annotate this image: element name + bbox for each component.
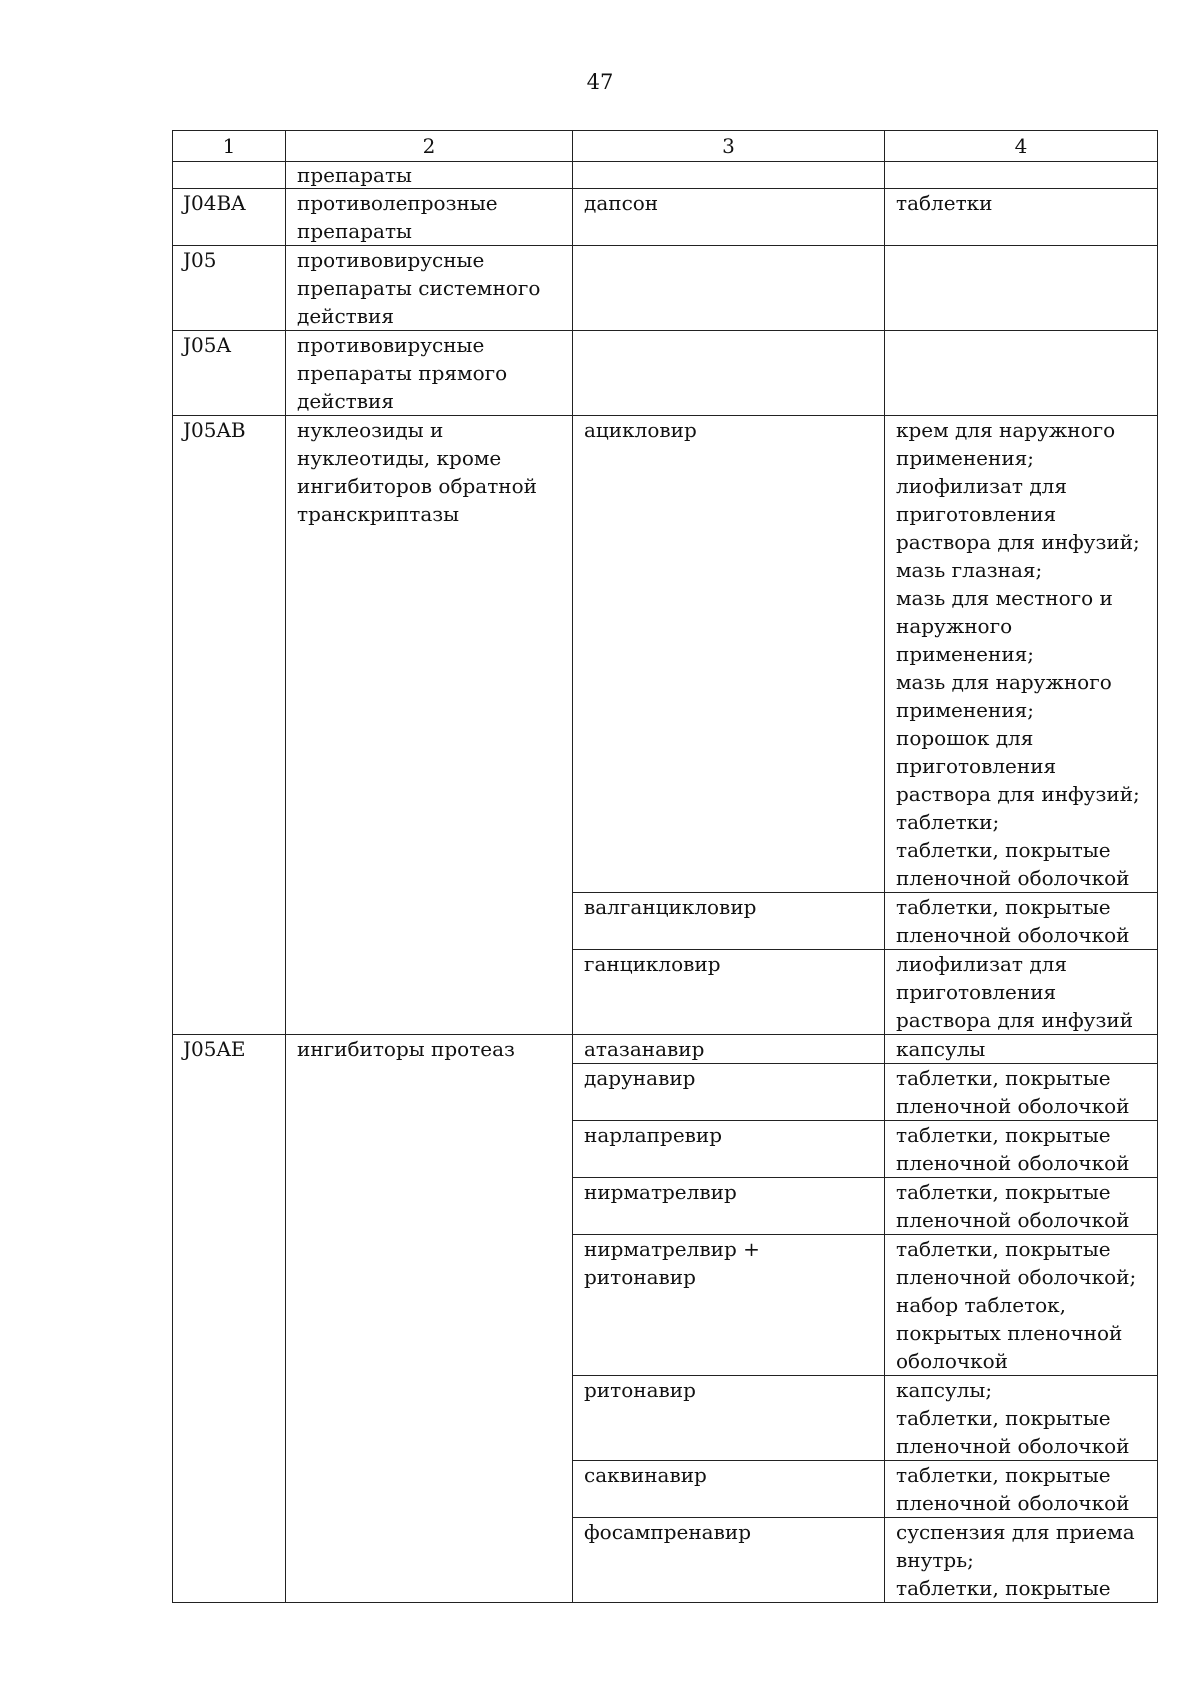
atc-code-cell: J05 xyxy=(173,246,286,331)
continuation-drug-cell xyxy=(573,162,885,189)
dosage-forms-cell: капсулы xyxy=(885,1035,1158,1064)
dosage-forms-cell: таблетки, покрытые пленочной оболочкой xyxy=(885,893,1158,950)
drug-name-cell: ганцикловир xyxy=(573,950,885,1035)
drug-name-cell: фосампренавир xyxy=(573,1518,885,1603)
dosage-forms-cell: таблетки, покрытые пленочной оболочкой xyxy=(885,1178,1158,1235)
group-name-cell: противовирусные препараты системного действия xyxy=(286,246,573,331)
continuation-row xyxy=(173,162,1158,189)
drug-name-cell: нирматрелвир xyxy=(573,1178,885,1235)
atc-code-cell: J04BA xyxy=(173,189,286,246)
dosage-forms-cell: таблетки, покрытые пленочной оболочкой; набор таблеток, покрытых пленочной оболочкой xyxy=(885,1235,1158,1376)
continuation-code-cell xyxy=(173,162,286,189)
drug-name-cell: дапсон xyxy=(573,189,885,246)
drug-name-cell: нирматрелвир + ритонавир xyxy=(573,1235,885,1376)
drug-name-cell: ацикловир xyxy=(573,416,885,893)
dosage-forms-cell: таблетки, покрытые пленочной оболочкой xyxy=(885,1064,1158,1121)
header-cell-col1: 1 xyxy=(173,131,286,162)
header-cell-col3: 3 xyxy=(573,131,885,162)
drug-name-cell: атазанавир xyxy=(573,1035,885,1064)
atc-code-cell: J05AE xyxy=(173,1035,286,1603)
header-cell-col2: 2 xyxy=(286,131,573,162)
medicines-table xyxy=(172,130,1158,1603)
table-row xyxy=(173,189,1158,246)
drug-name-cell: дарунавир xyxy=(573,1064,885,1121)
dosage-forms-cell: таблетки, покрытые пленочной оболочкой xyxy=(885,1121,1158,1178)
dosage-forms-cell: таблетки xyxy=(885,189,1158,246)
dosage-forms-cell: капсулы; таблетки, покрытые пленочной оболочкой xyxy=(885,1376,1158,1461)
group-name-cell: противолепрозные препараты xyxy=(286,189,573,246)
dosage-forms-cell xyxy=(885,246,1158,331)
page-number: 47 xyxy=(586,70,614,94)
header-row xyxy=(173,131,1158,162)
table-row xyxy=(173,1035,1158,1064)
drug-name-cell xyxy=(573,331,885,416)
atc-code-cell: J05A xyxy=(173,331,286,416)
dosage-forms-cell: крем для наружного применения; лиофилизат для приготовления раствора для инфузий; мазь глазная; мазь для местного и наружного применения; мазь для наружного применения; порошок для приготовления раствора для инфузий; таблетки; таблетки, покрытые пленочной оболочкой xyxy=(885,416,1158,893)
table-row xyxy=(173,246,1158,331)
dosage-forms-cell: лиофилизат для приготовления раствора для инфузий xyxy=(885,950,1158,1035)
dosage-forms-cell xyxy=(885,331,1158,416)
continuation-group-cell: препараты xyxy=(286,162,573,189)
group-name-cell: противовирусные препараты прямого действия xyxy=(286,331,573,416)
drug-name-cell: нарлапревир xyxy=(573,1121,885,1178)
drug-name-cell xyxy=(573,246,885,331)
table-row xyxy=(173,331,1158,416)
continuation-forms-cell xyxy=(885,162,1158,189)
group-name-cell: ингибиторы протеаз xyxy=(286,1035,573,1603)
header-cell-col4: 4 xyxy=(885,131,1158,162)
dosage-forms-cell: суспензия для приема внутрь; таблетки, покрытые xyxy=(885,1518,1158,1603)
dosage-forms-cell: таблетки, покрытые пленочной оболочкой xyxy=(885,1461,1158,1518)
table-row xyxy=(173,416,1158,893)
group-name-cell: нуклеозиды и нуклеотиды, кроме ингибиторов обратной транскриптазы xyxy=(286,416,573,1035)
atc-code-cell: J05AB xyxy=(173,416,286,1035)
drug-name-cell: саквинавир xyxy=(573,1461,885,1518)
table-body xyxy=(173,131,1158,1603)
drug-name-cell: ритонавир xyxy=(573,1376,885,1461)
drug-name-cell: валганцикловир xyxy=(573,893,885,950)
